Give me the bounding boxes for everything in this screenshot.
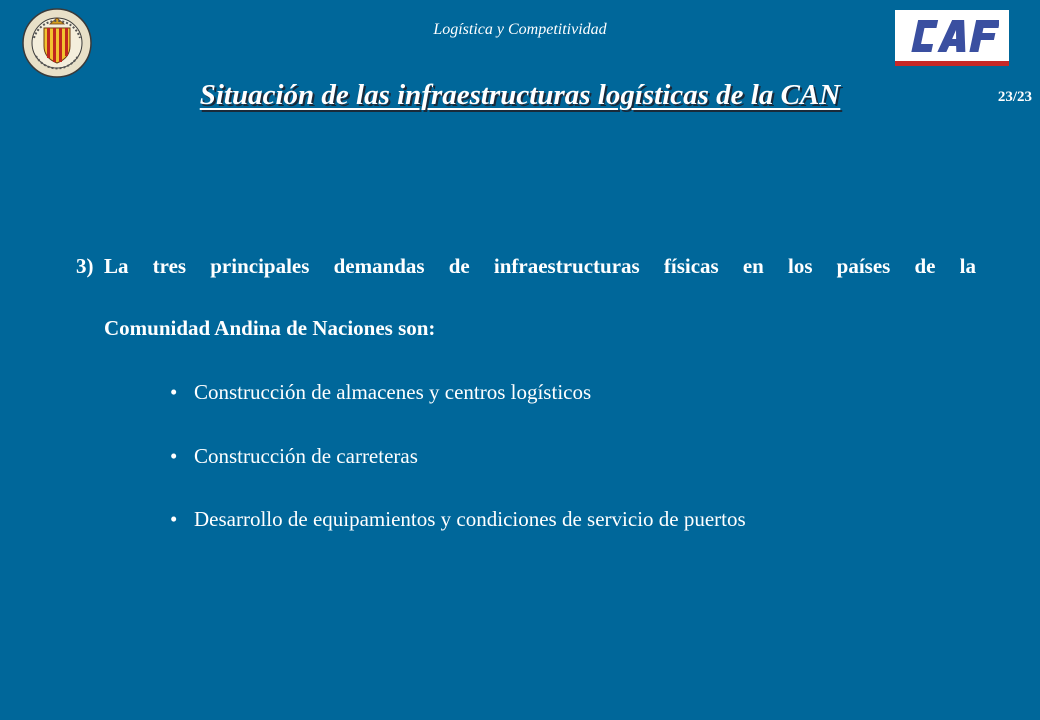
bullet-dot-icon: • [170, 443, 178, 468]
point-text-line-1: La tres principales demandas de infraestructuras físicas en los países de la [104, 254, 976, 278]
point-text-line-2: Comunidad Andina de Naciones son: [104, 316, 436, 340]
point-number: 3) [76, 254, 94, 278]
numbered-point [76, 235, 976, 359]
bullet-item [76, 425, 976, 489]
bullet-text: Construcción de almacenes y centros logísticos [194, 380, 592, 404]
slide-title: Situación de las infraestructuras logísticas de la CAN [199, 79, 841, 111]
bullet-dot-icon: • [170, 380, 178, 404]
bullet-text: Construcción de carreteras [194, 443, 418, 468]
bullet-dot-icon: • [170, 507, 178, 531]
bullet-item [76, 361, 976, 425]
slide-content [76, 235, 976, 552]
caf-logo-red-stripe [895, 61, 1009, 66]
bullet-text: Desarrollo de equipamientos y condiciones de servicio de puertos [194, 507, 746, 531]
bullet-list [76, 361, 976, 552]
page-number: 23/23 [997, 89, 1032, 105]
bullet-item [76, 488, 976, 552]
header-subtitle: Logística y Competitividad [433, 21, 607, 38]
caf-logo [895, 10, 1009, 66]
university-seal-logo [22, 8, 92, 78]
